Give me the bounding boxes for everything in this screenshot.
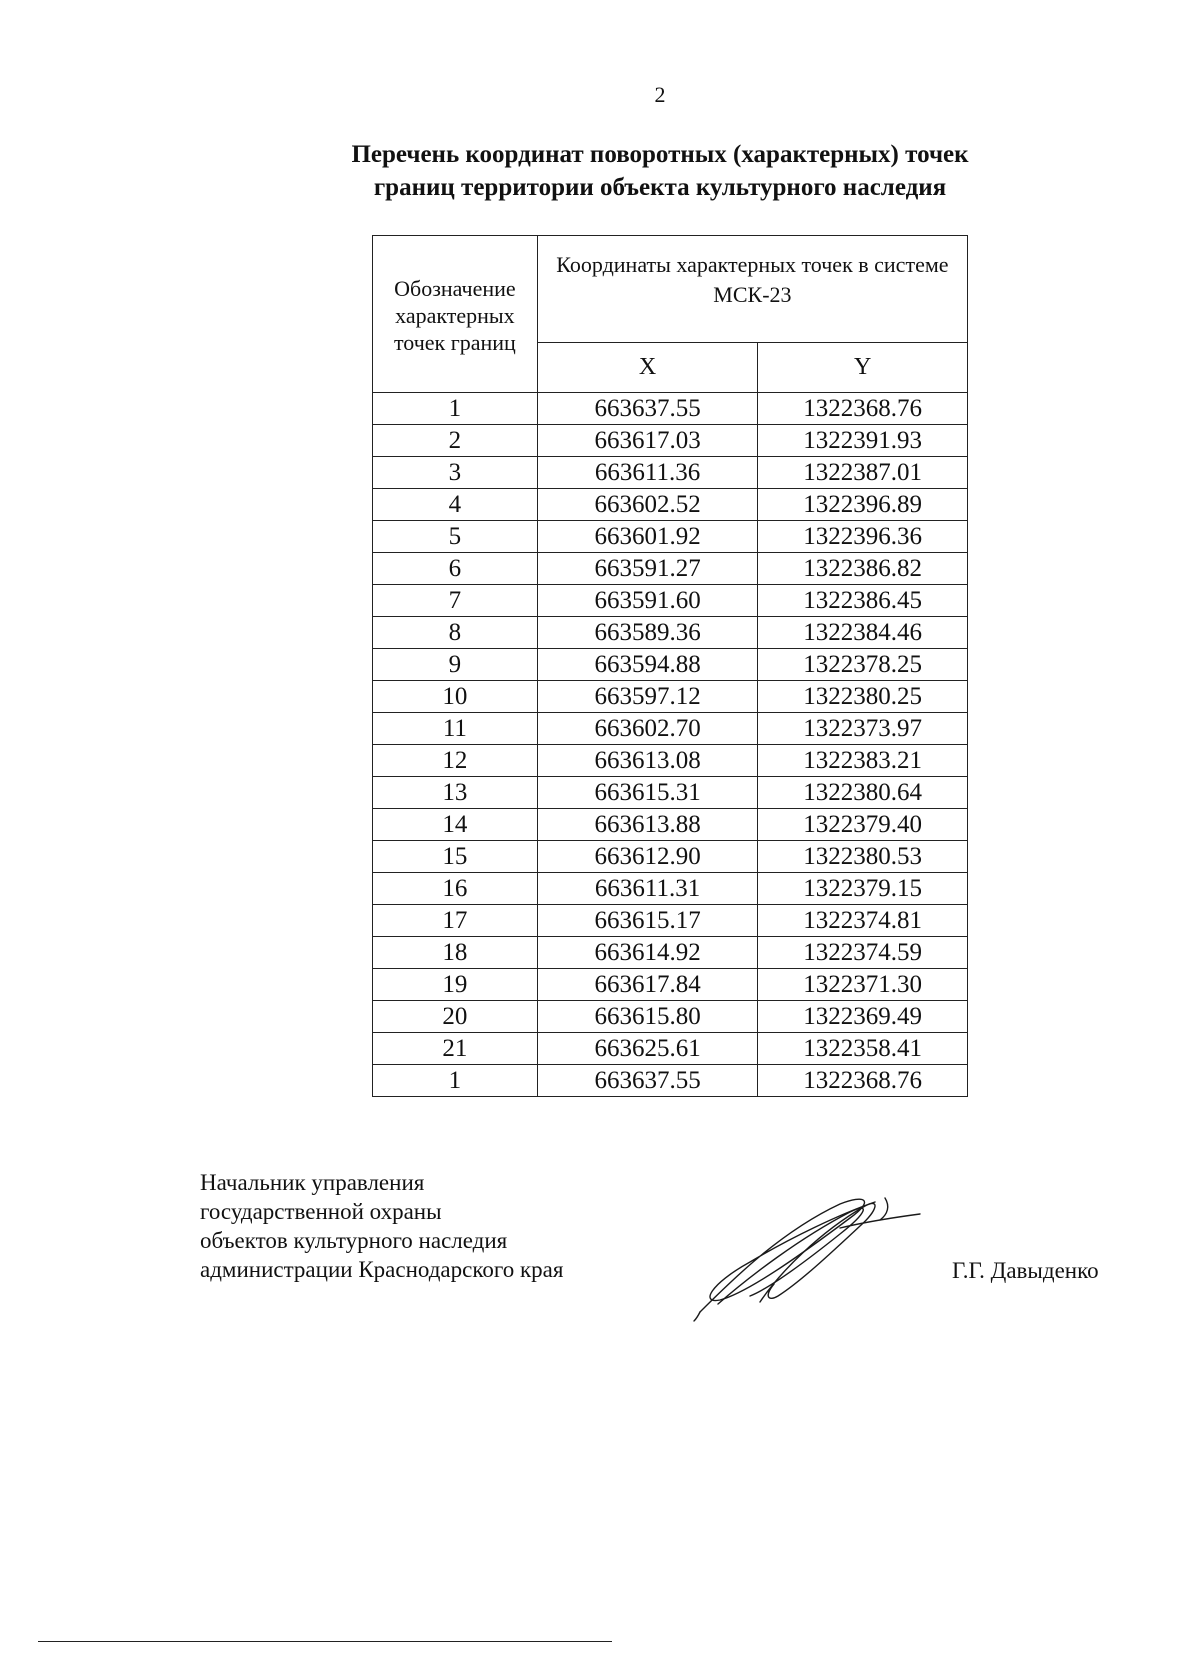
header-coordinate-system: Координаты характерных точек в системе МСК-23	[537, 236, 967, 343]
y-coordinate-cell: 1322380.64	[758, 777, 968, 809]
point-cell: 17	[373, 905, 538, 937]
point-cell: 2	[373, 425, 538, 457]
x-coordinate-cell: 663591.27	[537, 553, 758, 585]
x-coordinate-cell: 663615.31	[537, 777, 758, 809]
point-cell: 9	[373, 649, 538, 681]
signatory-position	[200, 1168, 563, 1284]
point-cell: 14	[373, 809, 538, 841]
coordinates-table-body	[373, 393, 968, 1097]
y-coordinate-cell: 1322371.30	[758, 969, 968, 1001]
table-row	[373, 745, 968, 777]
table-row	[373, 425, 968, 457]
table-row	[373, 937, 968, 969]
table-row	[373, 809, 968, 841]
y-coordinate-cell: 1322383.21	[758, 745, 968, 777]
x-coordinate-cell: 663637.55	[537, 1065, 758, 1097]
page-number: 2	[654, 82, 666, 107]
signatory-position-line: администрации Краснодарского края	[200, 1257, 564, 1282]
point-cell: 5	[373, 521, 538, 553]
y-coordinate-cell: 1322378.25	[758, 649, 968, 681]
point-cell: 6	[373, 553, 538, 585]
x-coordinate-cell: 663591.60	[537, 585, 758, 617]
x-coordinate-cell: 663594.88	[537, 649, 758, 681]
signatory-position-line: Начальник управления	[200, 1170, 425, 1195]
document-title-line-2: границ территории объекта культурного наследия	[373, 174, 947, 201]
table-row	[373, 553, 968, 585]
point-cell: 1	[373, 1065, 538, 1097]
y-coordinate-cell: 1322379.40	[758, 809, 968, 841]
y-coordinate-cell: 1322391.93	[758, 425, 968, 457]
table-row	[373, 521, 968, 553]
x-coordinate-cell: 663601.92	[537, 521, 758, 553]
y-coordinate-cell: 1322386.82	[758, 553, 968, 585]
x-coordinate-cell: 663614.92	[537, 937, 758, 969]
y-coordinate-cell: 1322384.46	[758, 617, 968, 649]
x-coordinate-cell: 663602.52	[537, 489, 758, 521]
y-coordinate-cell: 1322379.15	[758, 873, 968, 905]
x-coordinate-cell: 663613.08	[537, 745, 758, 777]
table-row	[373, 905, 968, 937]
table-row	[373, 489, 968, 521]
footer-rule	[38, 1641, 612, 1642]
point-cell: 10	[373, 681, 538, 713]
y-coordinate-cell: 1322368.76	[758, 1065, 968, 1097]
y-coordinate-cell: 1322396.89	[758, 489, 968, 521]
y-coordinate-cell: 1322380.53	[758, 841, 968, 873]
table-row	[373, 617, 968, 649]
table-row	[373, 1001, 968, 1033]
coordinates-table	[372, 235, 968, 1097]
point-cell: 13	[373, 777, 538, 809]
table-row	[373, 393, 968, 425]
x-coordinate-cell: 663611.31	[537, 873, 758, 905]
y-coordinate-cell: 1322380.25	[758, 681, 968, 713]
y-coordinate-cell: 1322374.81	[758, 905, 968, 937]
y-coordinate-cell: 1322369.49	[758, 1001, 968, 1033]
table-row	[373, 1065, 968, 1097]
signatory-name: Г.Г. Давыденко	[952, 1258, 1099, 1283]
y-coordinate-cell: 1322358.41	[758, 1033, 968, 1065]
y-coordinate-cell: 1322387.01	[758, 457, 968, 489]
table-row	[373, 1033, 968, 1065]
table-row	[373, 873, 968, 905]
table-row	[373, 969, 968, 1001]
x-coordinate-cell: 663617.84	[537, 969, 758, 1001]
point-cell: 21	[373, 1033, 538, 1065]
point-cell: 7	[373, 585, 538, 617]
y-coordinate-cell: 1322368.76	[758, 393, 968, 425]
point-cell: 8	[373, 617, 538, 649]
table-row	[373, 585, 968, 617]
x-coordinate-cell: 663613.88	[537, 809, 758, 841]
x-coordinate-cell: 663615.17	[537, 905, 758, 937]
table-row	[373, 457, 968, 489]
header-x: X	[537, 343, 758, 393]
handwritten-signature	[690, 1192, 950, 1322]
point-cell: 4	[373, 489, 538, 521]
point-cell: 1	[373, 393, 538, 425]
y-coordinate-cell: 1322386.45	[758, 585, 968, 617]
x-coordinate-cell: 663597.12	[537, 681, 758, 713]
table-row	[373, 681, 968, 713]
table-row	[373, 841, 968, 873]
table-row	[373, 649, 968, 681]
x-coordinate-cell: 663611.36	[537, 457, 758, 489]
signatory-position-line: объектов культурного наследия	[200, 1228, 508, 1253]
x-coordinate-cell: 663617.03	[537, 425, 758, 457]
x-coordinate-cell: 663637.55	[537, 393, 758, 425]
x-coordinate-cell: 663602.70	[537, 713, 758, 745]
header-point-designation: Обозначение характерных точек границ	[373, 236, 538, 393]
document-title	[300, 138, 1020, 204]
document-title-line-1: Перечень координат поворотных (характерных) точек	[351, 141, 969, 168]
header-y: Y	[758, 343, 968, 393]
x-coordinate-cell: 663612.90	[537, 841, 758, 873]
point-cell: 16	[373, 873, 538, 905]
point-cell: 12	[373, 745, 538, 777]
x-coordinate-cell: 663589.36	[537, 617, 758, 649]
x-coordinate-cell: 663625.61	[537, 1033, 758, 1065]
x-coordinate-cell: 663615.80	[537, 1001, 758, 1033]
y-coordinate-cell: 1322373.97	[758, 713, 968, 745]
point-cell: 15	[373, 841, 538, 873]
signatory-position-line: государственной охраны	[200, 1199, 442, 1224]
point-cell: 3	[373, 457, 538, 489]
table-row	[373, 713, 968, 745]
point-cell: 18	[373, 937, 538, 969]
point-cell: 20	[373, 1001, 538, 1033]
point-cell: 19	[373, 969, 538, 1001]
point-cell: 11	[373, 713, 538, 745]
table-row	[373, 777, 968, 809]
y-coordinate-cell: 1322396.36	[758, 521, 968, 553]
y-coordinate-cell: 1322374.59	[758, 937, 968, 969]
